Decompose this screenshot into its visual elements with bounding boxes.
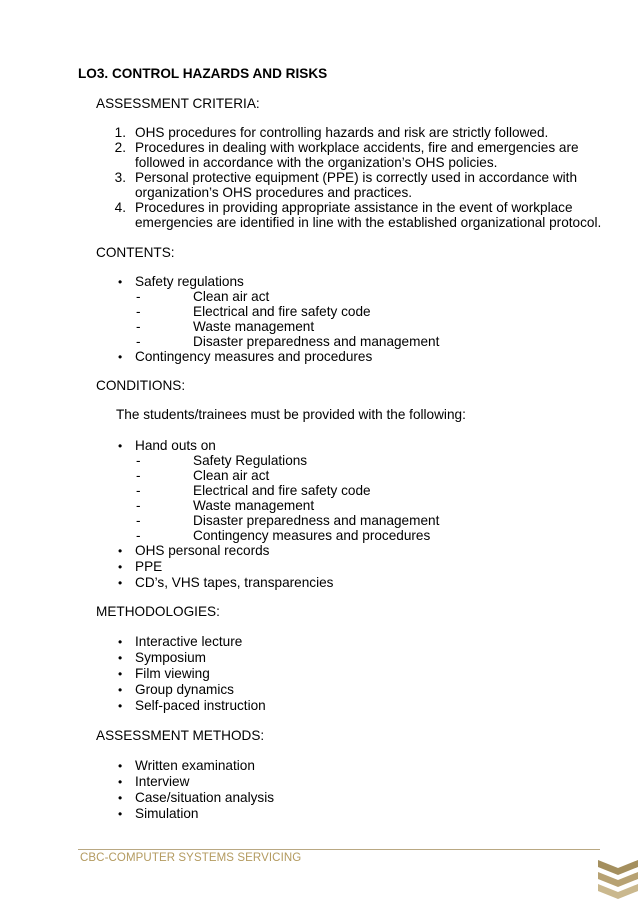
sub-list-item: Disaster preparedness and management — [193, 334, 440, 349]
bullet-mark: • — [118, 699, 123, 713]
criteria-line: organization’s OHS procedures and practices. — [135, 185, 413, 200]
dash-mark: - — [136, 468, 141, 483]
sub-list-item: Clean air act — [193, 289, 270, 304]
criteria-line: Procedures in providing appropriate assistance in the event of workplace — [135, 200, 573, 215]
criteria-line: Personal protective equipment (PPE) is correctly used in accordance with — [135, 170, 578, 185]
section-title-conditions: CONDITIONS: — [96, 378, 186, 393]
dash-mark: - — [136, 528, 141, 543]
list-item: Group dynamics — [135, 682, 234, 697]
page-heading: LO3. CONTROL HAZARDS AND RISKS — [78, 66, 328, 81]
bullet-mark: • — [118, 350, 123, 364]
criteria-number: 2. — [114, 140, 126, 155]
criteria-number: 3. — [114, 170, 126, 185]
criteria-line: OHS procedures for controlling hazards and risk are strictly followed. — [135, 125, 549, 140]
dash-mark: - — [136, 498, 141, 513]
bullet-mark: • — [118, 667, 123, 681]
list-item: Safety regulations — [135, 274, 244, 289]
bullet-mark: • — [118, 807, 123, 821]
list-item: PPE — [135, 559, 163, 574]
dash-mark: - — [136, 513, 141, 528]
dash-mark: - — [136, 334, 141, 349]
sub-list-item: Clean air act — [193, 468, 270, 483]
section-title-assessment-methods: ASSESSMENT METHODS: — [96, 728, 265, 743]
sub-list-item: Contingency measures and procedures — [193, 528, 431, 543]
dash-mark: - — [136, 319, 141, 334]
list-item: Symposium — [135, 650, 207, 665]
dash-mark: - — [136, 483, 141, 498]
bullet-mark: • — [118, 275, 123, 289]
bullet-mark: • — [118, 635, 123, 649]
list-item: Contingency measures and procedures — [135, 349, 373, 364]
criteria-number: 4. — [114, 200, 126, 215]
sub-list-item: Safety Regulations — [193, 453, 308, 468]
list-item: Interview — [135, 774, 190, 789]
bullet-mark: • — [118, 791, 123, 805]
bullet-mark: • — [118, 775, 123, 789]
bullet-mark: • — [118, 560, 123, 574]
sub-list-item: Electrical and fire safety code — [193, 304, 371, 319]
sub-list-item: Disaster preparedness and management — [193, 513, 440, 528]
list-item: Film viewing — [135, 666, 210, 681]
list-item: CD’s, VHS tapes, transparencies — [135, 575, 334, 590]
footer-text: CBC-COMPUTER SYSTEMS SERVICING — [80, 852, 302, 864]
list-item: Written examination — [135, 758, 255, 773]
conditions-intro: The students/trainees must be provided with the following: — [116, 407, 466, 422]
footer-divider — [78, 849, 600, 850]
list-item: Case/situation analysis — [135, 790, 275, 805]
section-title-assessment-criteria: ASSESSMENT CRITERIA: — [96, 96, 260, 111]
bullet-mark: • — [118, 759, 123, 773]
sub-list-item: Electrical and fire safety code — [193, 483, 371, 498]
list-item: Self-paced instruction — [135, 698, 266, 713]
criteria-line: Procedures in dealing with workplace accidents, fire and emergencies are — [135, 140, 579, 155]
dash-mark: - — [136, 304, 141, 319]
dash-mark: - — [136, 453, 141, 468]
list-item: Interactive lecture — [135, 634, 243, 649]
bullet-mark: • — [118, 683, 123, 697]
list-item: Hand outs on — [135, 438, 216, 453]
criteria-line: emergencies are identified in line with the established organizational protocol. — [135, 215, 602, 230]
chevron-decoration-icon — [598, 858, 638, 903]
list-item: OHS personal records — [135, 543, 270, 558]
bullet-mark: • — [118, 544, 123, 558]
bullet-mark: • — [118, 439, 123, 453]
bullet-mark: • — [118, 651, 123, 665]
criteria-number: 1. — [114, 125, 126, 140]
section-title-methodologies: METHODOLOGIES: — [96, 604, 220, 619]
list-item: Simulation — [135, 806, 199, 821]
bullet-mark: • — [118, 576, 123, 590]
sub-list-item: Waste management — [193, 319, 315, 334]
criteria-line: followed in accordance with the organization’s OHS policies. — [135, 155, 498, 170]
sub-list-item: Waste management — [193, 498, 315, 513]
dash-mark: - — [136, 289, 141, 304]
section-title-contents: CONTENTS: — [96, 245, 175, 260]
